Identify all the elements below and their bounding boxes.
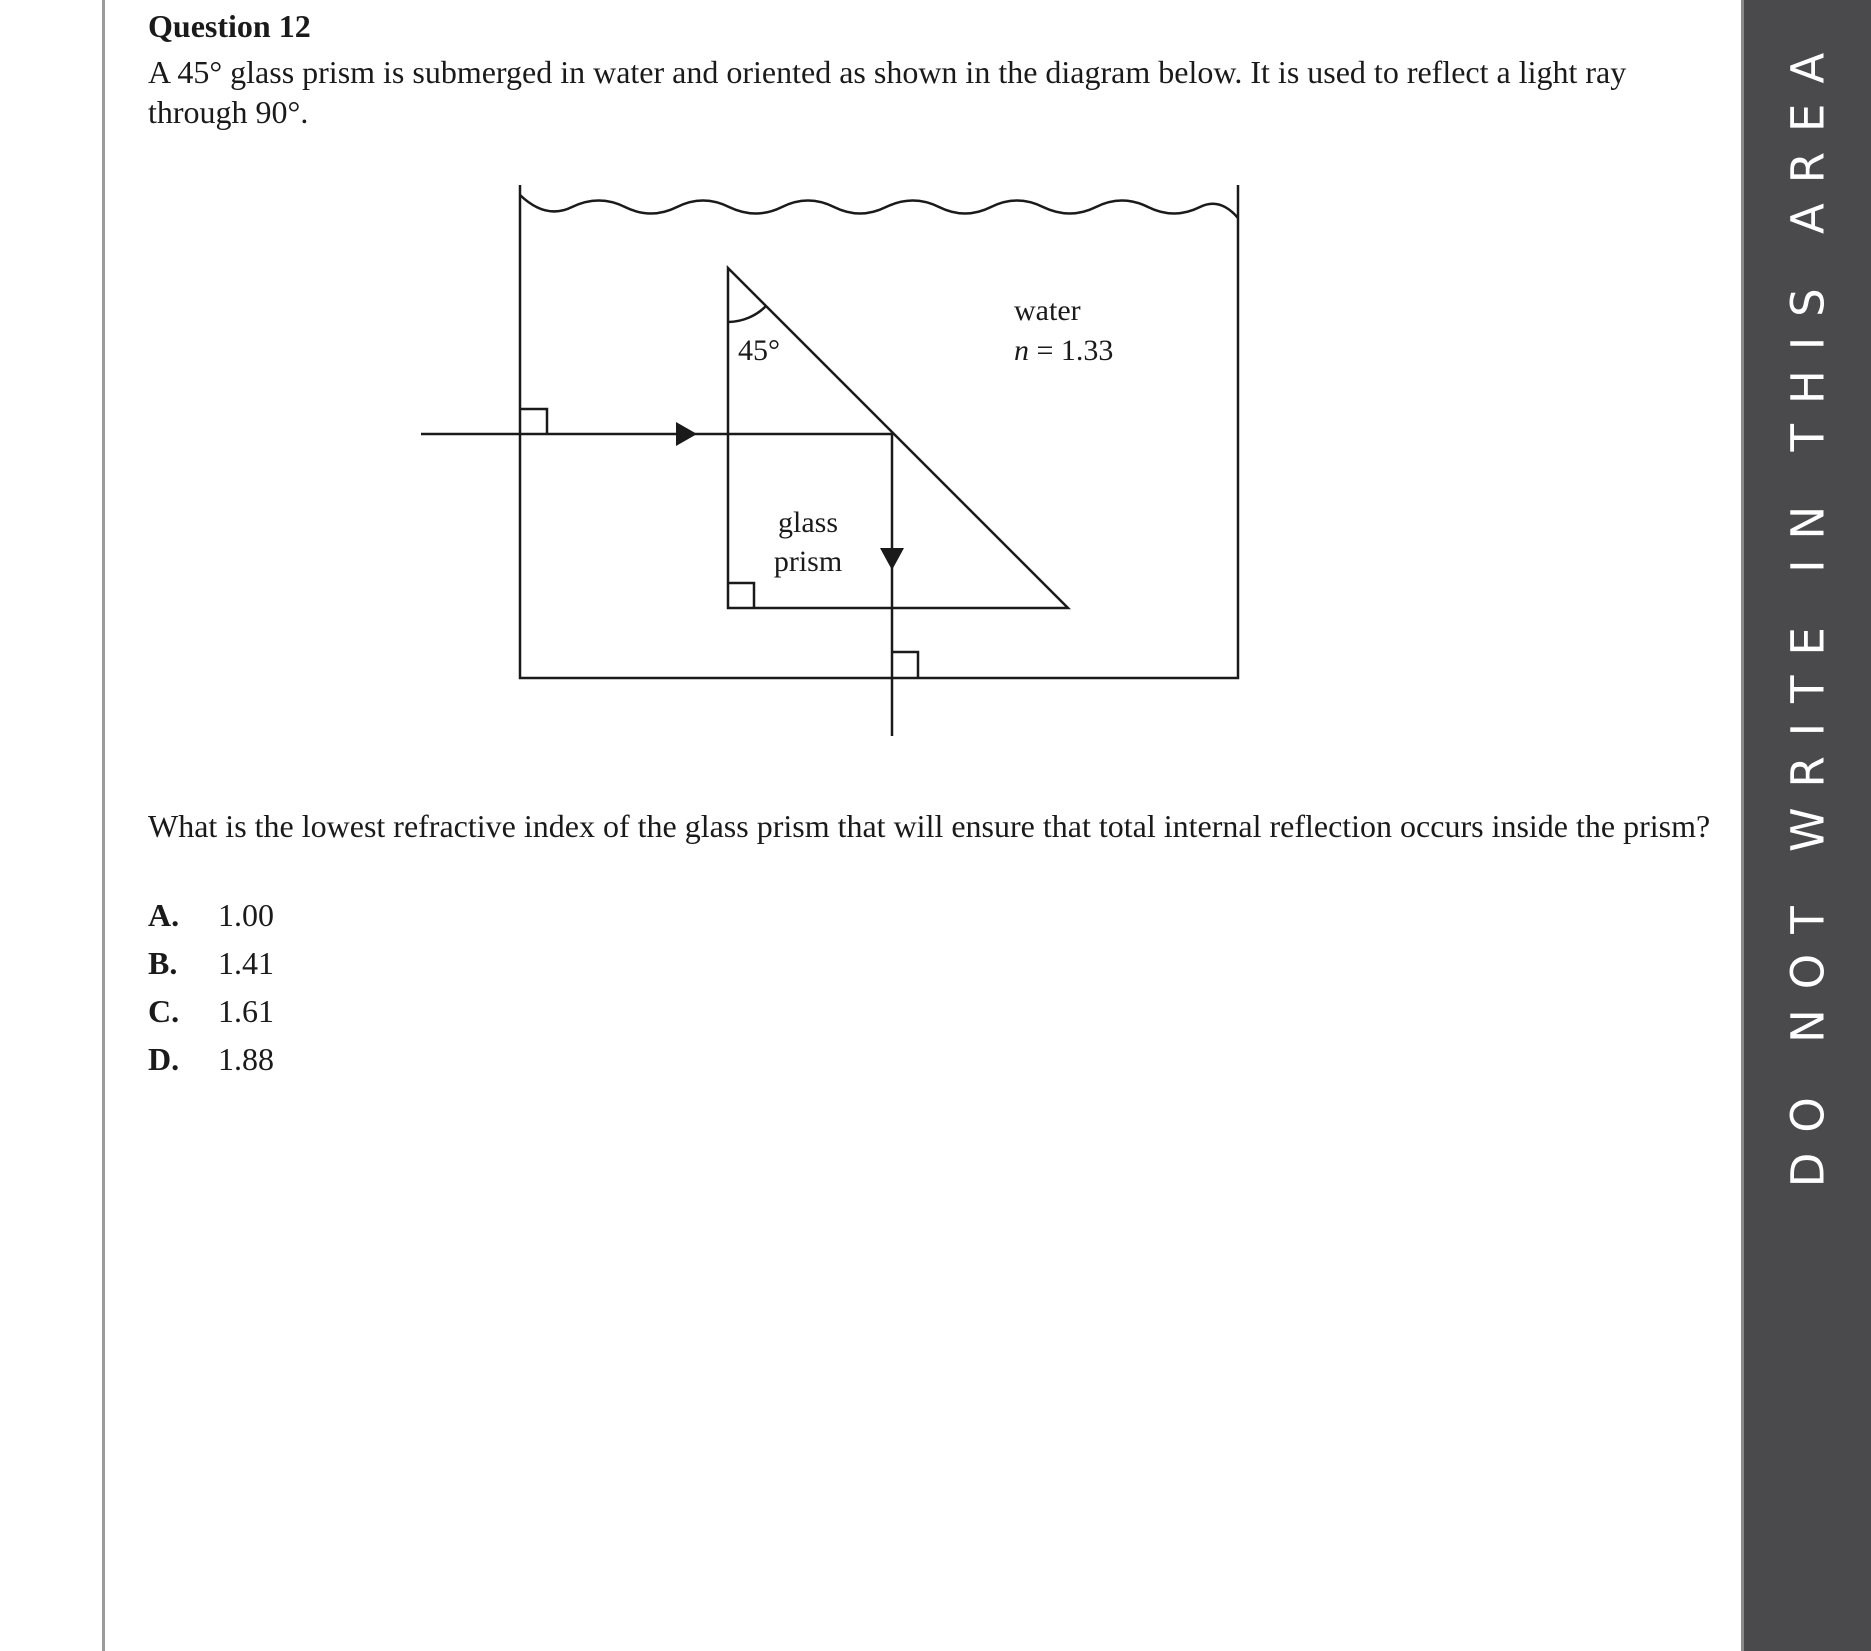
tank-outline xyxy=(520,185,1238,678)
option-value: 1.00 xyxy=(218,897,274,933)
option-d[interactable] xyxy=(148,1039,274,1087)
do-not-write-text: DO NOT WRITE IN THIS AREA xyxy=(1781,32,1834,1188)
option-value: 1.61 xyxy=(218,993,274,1029)
angle-arc xyxy=(728,306,766,322)
glass-label-line2: prism xyxy=(773,545,843,578)
angle-label: 45° xyxy=(738,334,780,367)
water-label: water xyxy=(1014,294,1081,327)
option-letter: A. xyxy=(148,897,180,933)
reflected-arrowhead xyxy=(880,548,904,570)
bottom-right-angle-mark xyxy=(892,652,918,678)
option-value: 1.41 xyxy=(218,945,274,981)
water-surface xyxy=(520,195,1238,218)
option-a[interactable] xyxy=(148,895,274,943)
n-value: = 1.33 xyxy=(1029,334,1114,367)
option-b[interactable] xyxy=(148,943,274,991)
n-symbol: n xyxy=(1014,334,1029,367)
refractive-index-label xyxy=(1014,334,1113,367)
option-c[interactable] xyxy=(148,991,274,1039)
prism-right-angle-mark xyxy=(728,583,754,608)
prism-diagram xyxy=(0,0,1871,800)
option-letter: B. xyxy=(148,945,178,981)
question-stem: What is the lowest refractive index of the glass prism that will ensure that total internal reflection occurs inside the prism? xyxy=(148,808,1711,844)
answer-options xyxy=(148,895,274,1087)
question-intro: A 45° glass prism is submerged in water and oriented as shown in the diagram below. It is used to reflect a light ray through 90°. xyxy=(148,54,1627,130)
do-not-write-panel xyxy=(1741,0,1871,1651)
option-letter: D. xyxy=(148,1041,180,1077)
left-wall-right-angle-mark xyxy=(520,409,547,434)
question-title: Question 12 xyxy=(148,8,311,44)
glass-label-line1: glass xyxy=(778,506,838,539)
incident-arrowhead xyxy=(676,422,697,446)
option-letter: C. xyxy=(148,993,180,1029)
option-value: 1.88 xyxy=(218,1041,274,1077)
